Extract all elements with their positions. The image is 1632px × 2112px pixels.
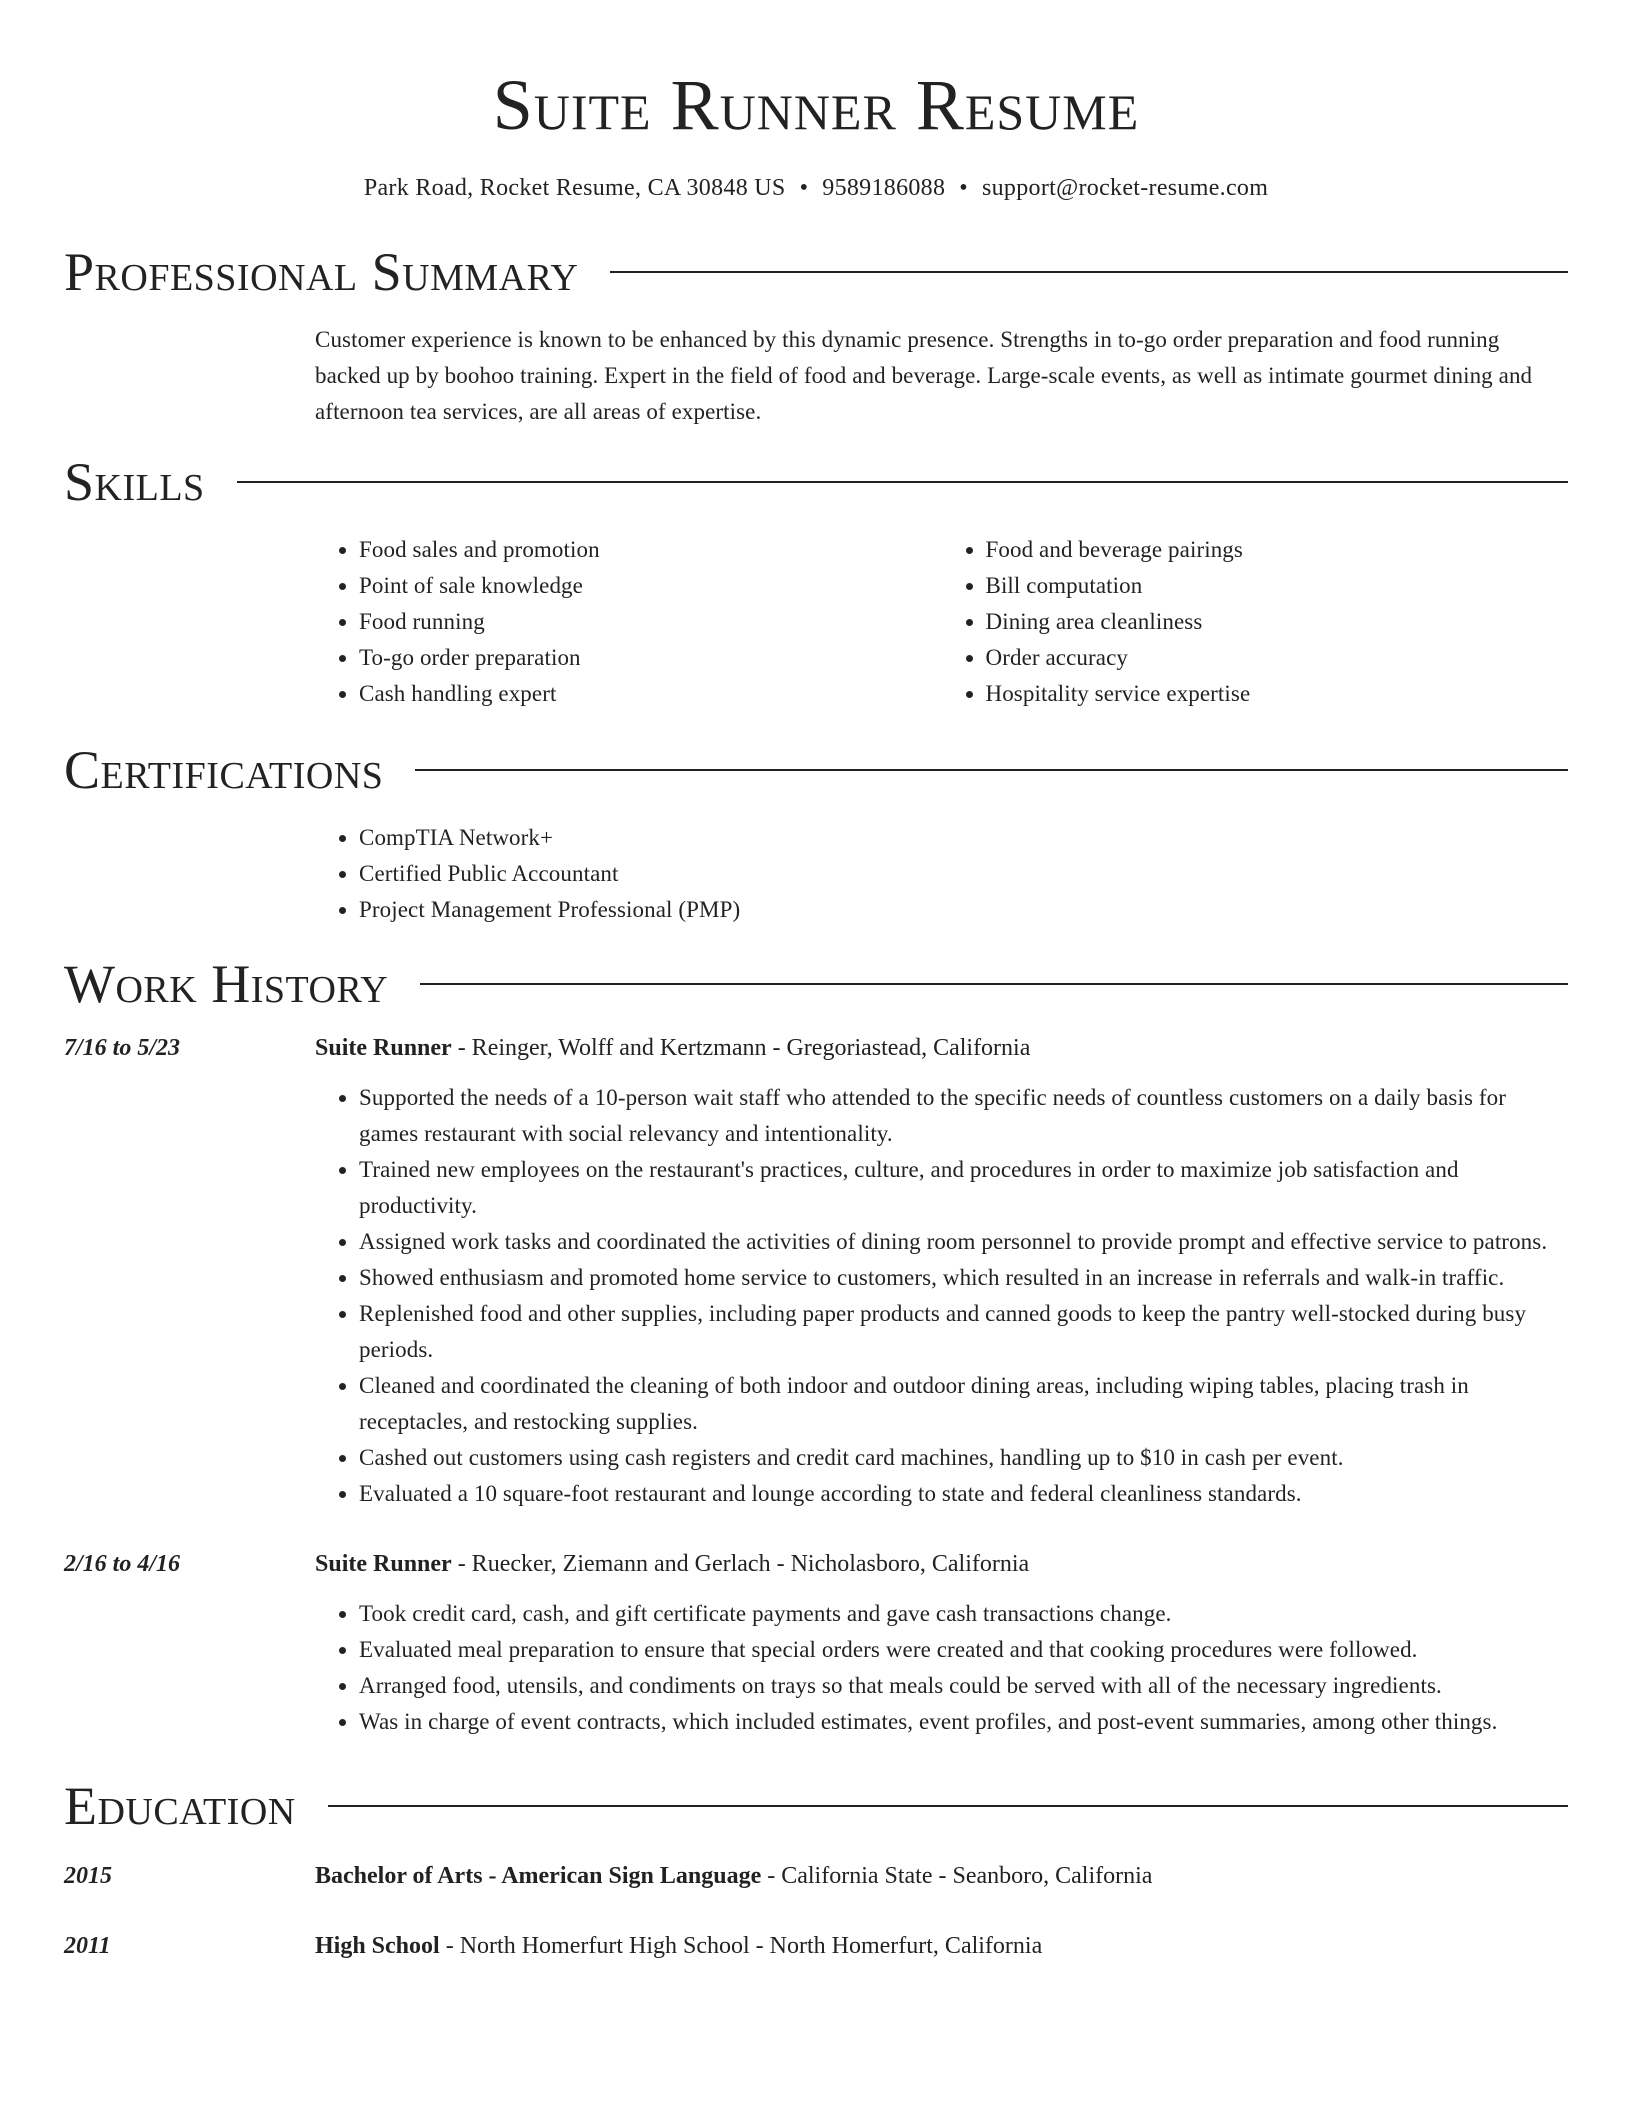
list-item: • Food running <box>359 604 942 640</box>
list-item: • To-go order preparation <box>359 640 942 676</box>
education-line <box>315 1858 1568 1894</box>
certifications-list <box>315 820 1568 928</box>
list-item: • Evaluated a 10 square-foot restaurant and lounge according to state and federal cleanliness standards. <box>359 1476 1569 1512</box>
section-heading: Education <box>64 1776 296 1836</box>
list-item: • Food sales and promotion <box>359 532 942 568</box>
job-employer: - Ruecker, Ziemann and Gerlach - Nicholasboro, California <box>451 1551 1030 1577</box>
skills-list <box>315 532 1568 712</box>
list-item: • Assigned work tasks and coordinated the activities of dining room personnel to provide prompt and effective service to patrons. <box>359 1224 1569 1260</box>
list-item: • Evaluated meal preparation to ensure that special orders were created and that cooking procedures were followed. <box>359 1632 1569 1668</box>
list-item: • Dining area cleanliness <box>986 604 1569 640</box>
section-divider <box>610 271 1568 273</box>
list-item: • Project Management Professional (PMP) <box>359 892 1568 928</box>
job-entry <box>64 1546 1568 1740</box>
section-heading: Professional Summary <box>64 242 579 302</box>
education-line <box>315 1928 1568 1964</box>
skills-column-left <box>315 532 942 712</box>
education-entry <box>64 1858 1568 1894</box>
section-heading: Work History <box>64 954 389 1014</box>
skills-column-right <box>942 532 1569 712</box>
phone: 9589186088 <box>822 175 946 201</box>
list-item: • Trained new employees on the restaurant's practices, culture, and procedures in order to maximize job satisfaction and productivity. <box>359 1152 1569 1224</box>
address: Park Road, Rocket Resume, CA 30848 US <box>363 175 786 201</box>
list-item: • Food and beverage pairings <box>986 532 1569 568</box>
job-title: Suite Runner <box>315 1035 452 1061</box>
job-entry <box>64 1030 1568 1512</box>
job-header <box>64 1030 1568 1066</box>
email: support@rocket-resume.com <box>981 175 1269 201</box>
job-dates: 7/16 to 5/23 <box>64 1035 181 1061</box>
job-dates: 2/16 to 4/16 <box>64 1551 181 1577</box>
job-title: Suite Runner <box>315 1551 452 1577</box>
summary-text: Customer experience is known to be enhanced by this dynamic presence. Strengths in to-go order preparation and food running backed up by boohoo training. Expert in the field of food and beverage. Large-scale events, as well as intimate gourmet dining and afternoon tea services, are all areas of expertise. <box>315 327 1533 424</box>
list-item: • Took credit card, cash, and gift certificate payments and gave cash transactions change. <box>359 1596 1569 1632</box>
education-degree: Bachelor of Arts - American Sign Language <box>315 1863 762 1889</box>
list-item: • Order accuracy <box>986 640 1569 676</box>
separator-dot: • <box>959 175 968 201</box>
list-item: • CompTIA Network+ <box>359 820 1568 856</box>
education-entry <box>64 1928 1568 1964</box>
section-skills-header <box>64 450 1568 514</box>
education-school: - North Homerfurt High School - North Homerfurt, California <box>439 1933 1043 1959</box>
list-item: • Replenished food and other supplies, including paper products and canned goods to keep the pantry well-stocked during busy periods. <box>359 1296 1569 1368</box>
separator-dot: • <box>799 175 809 201</box>
education-year: 2011 <box>64 1933 111 1959</box>
education-year: 2015 <box>64 1863 112 1889</box>
list-item: • Bill computation <box>986 568 1569 604</box>
list-item: • Cashed out customers using cash registers and credit card machines, handling up to $10 in cash per event. <box>359 1440 1569 1476</box>
section-summary-header <box>64 240 1568 304</box>
section-divider <box>328 1805 1568 1807</box>
list-item: • Certified Public Accountant <box>359 856 1568 892</box>
section-divider <box>420 983 1568 985</box>
resume-page <box>64 0 1568 1964</box>
education-degree: High School <box>315 1933 440 1959</box>
list-item: • Cash handling expert <box>359 676 942 712</box>
section-education-header <box>64 1774 1568 1838</box>
list-item: • Cleaned and coordinated the cleaning of both indoor and outdoor dining areas, including wiping tables, placing trash in receptacles, and restocking supplies. <box>359 1368 1569 1440</box>
job-bullets <box>315 1080 1569 1512</box>
list-item: • Supported the needs of a 10-person wait staff who attended to the specific needs of countless customers on a daily basis for games restaurant with social relevancy and intentionality. <box>359 1080 1569 1152</box>
job-title-line <box>315 1546 1568 1582</box>
list-item: • Point of sale knowledge <box>359 568 942 604</box>
section-work-header <box>64 952 1568 1016</box>
contact-line <box>64 172 1568 204</box>
list-item: • Arranged food, utensils, and condiments on trays so that meals could be served with all of the necessary ingredients. <box>359 1668 1569 1704</box>
resume-title: Suite Runner Resume <box>492 65 1140 145</box>
education-school: - California State - Seanboro, California <box>761 1863 1153 1889</box>
section-divider <box>237 481 1568 483</box>
list-item: • Showed enthusiasm and promoted home service to customers, which resulted in an increase in referrals and walk-in traffic. <box>359 1260 1569 1296</box>
job-employer: - Reinger, Wolff and Kertzmann - Gregoriastead, California <box>451 1035 1031 1061</box>
section-certifications-header <box>64 738 1568 802</box>
section-heading: Certifications <box>64 740 384 800</box>
section-divider <box>415 769 1568 771</box>
job-title-line <box>315 1030 1568 1066</box>
job-bullets <box>315 1596 1569 1740</box>
list-item: • Was in charge of event contracts, which included estimates, event profiles, and post-event summaries, among other things. <box>359 1704 1569 1740</box>
list-item: • Hospitality service expertise <box>986 676 1569 712</box>
section-heading: Skills <box>64 452 205 512</box>
job-header <box>64 1546 1568 1582</box>
